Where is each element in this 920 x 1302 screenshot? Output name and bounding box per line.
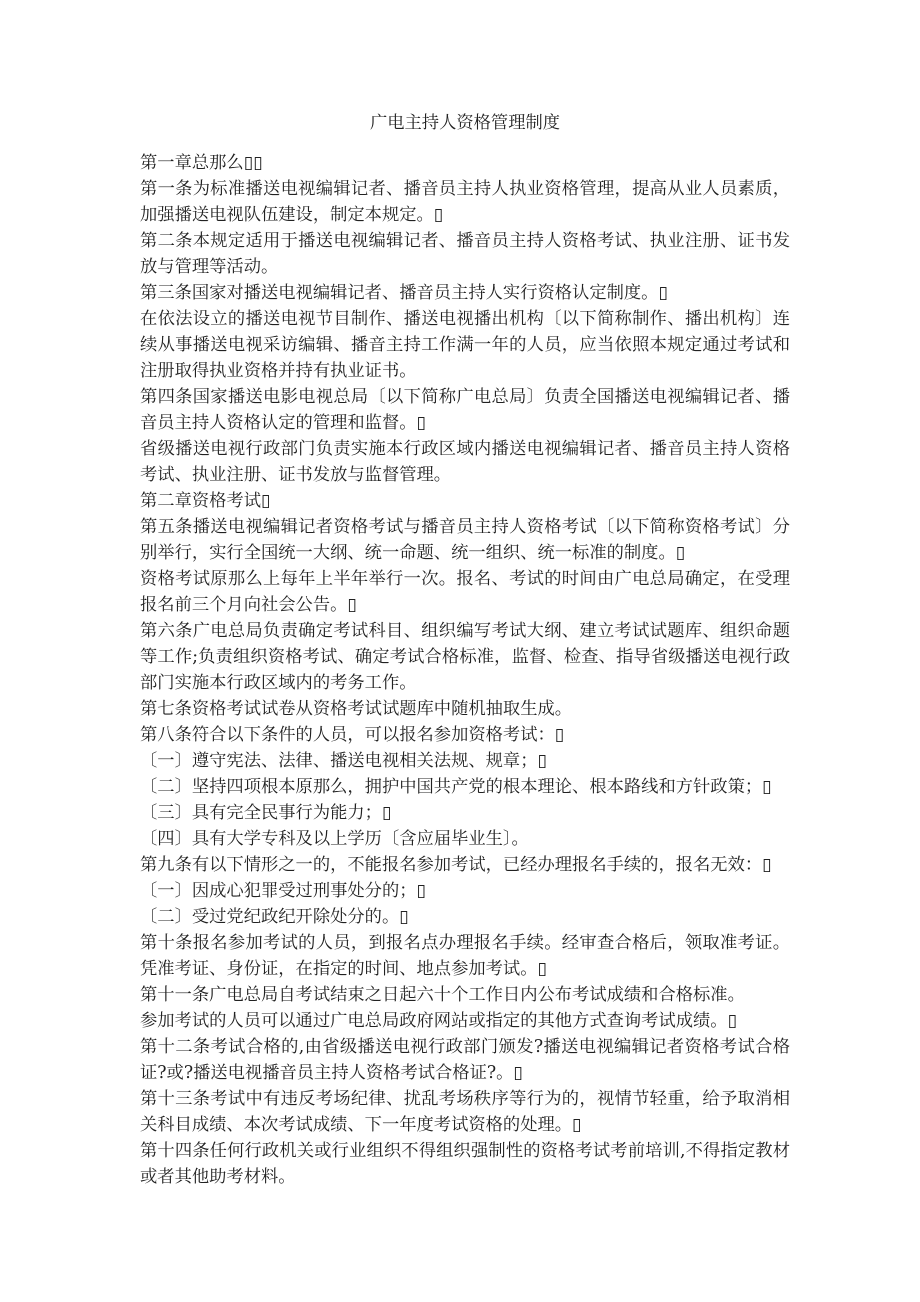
article-11: 第十一条广电总局自考试结束之日起六十个工作日内公布考试成绩和合格标准。 bbox=[140, 985, 745, 1005]
article-8-item-2: 〔二〕坚持四项根本原那么，拥护中国共产党的根本理论、根本路线和方针政策；▯ bbox=[140, 777, 772, 797]
article-4-supplement: 省级播送电视行政部门负责实施本行政区域内播送电视编辑记者、播音员主持人资格考试、执业注册、证书发放与监督管理。 bbox=[140, 439, 790, 485]
article-5-supplement: 资格考试原那么上每年上半年举行一次。报名、考试的时间由广电总局确定，在受理报名前三个月向社会公告。▯ bbox=[140, 569, 790, 615]
article-10: 第十条报名参加考试的人员，到报名点办理报名手续。经审查合格后，领取准考证。凭准考证、身份证，在指定的时间、地点参加考试。▯ bbox=[140, 933, 790, 979]
chapter-1-heading: 第一章总那么▯▯ bbox=[140, 153, 263, 173]
document-title: 广电主持人资格管理制度 bbox=[369, 113, 561, 133]
article-14: 第十四条任何行政机关或行业组织不得组织强制性的资格考试考前培训,不得指定教材或者其他助考材料。 bbox=[140, 1141, 790, 1187]
article-8-item-4: 〔四〕具有大学专科及以上学历〔含应届毕业生〕。 bbox=[140, 829, 529, 849]
article-1: 第一条为标准播送电视编辑记者、播音员主持人执业资格管理，提高从业人员素质，加强播送电视队伍建设，制定本规定。▯ bbox=[140, 179, 790, 225]
article-2: 第二条本规定适用于播送电视编辑记者、播音员主持人资格考试、执业注册、证书发放与管理等活动。 bbox=[140, 231, 790, 277]
article-11-supplement: 参加考试的人员可以通过广电总局政府网站或指定的其他方式查询考试成绩。▯ bbox=[140, 1011, 738, 1031]
article-7: 第七条资格考试试卷从资格考试试题库中随机抽取生成。 bbox=[140, 699, 573, 719]
article-5: 第五条播送电视编辑记者资格考试与播音员主持人资格考试〔以下简称资格考试〕分别举行，实行全国统一大纲、统一命题、统一组织、统一标准的制度。▯ bbox=[140, 517, 790, 563]
article-9-item-2: 〔二〕受过党纪政纪开除处分的。▯ bbox=[140, 907, 409, 927]
article-8: 第八条符合以下条件的人员，可以报名参加资格考试：▯ bbox=[140, 725, 565, 745]
article-13: 第十三条考试中有违反考场纪律、扰乱考场秩序等行为的，视情节轻重，给予取消相关科目成绩、本次考试成绩、下一年度考试资格的处理。▯ bbox=[140, 1089, 790, 1135]
article-4: 第四条国家播送电影电视总局〔以下简称广电总局〕负责全国播送电视编辑记者、播音员主持人资格认定的管理和监督。▯ bbox=[140, 387, 790, 433]
article-8-item-3: 〔三〕具有完全民事行为能力；▯ bbox=[140, 803, 392, 823]
document-page bbox=[140, 0, 790, 1190]
article-3: 第三条国家对播送电视编辑记者、播音员主持人实行资格认定制度。▯ bbox=[140, 283, 668, 303]
article-3-supplement: 在依法设立的播送电视节目制作、播送电视播出机构〔以下简称制作、播出机构〕连续从事播送电视采访编辑、播音主持工作满一年的人员，应当依照本规定通过考试和注册取得执业资格并持有执业证书。 bbox=[140, 309, 790, 381]
article-9-item-1: 〔一〕因成心犯罪受过刑事处分的；▯ bbox=[140, 881, 427, 901]
article-8-item-1: 〔一〕遵守宪法、法律、播送电视相关法规、规章；▯ bbox=[140, 751, 547, 771]
article-12: 第十二条考试合格的,由省级播送电视行政部门颁发?播送电视编辑记者资格考试合格证?或?播送电视播音员主持人资格考试合格证?。▯ bbox=[140, 1037, 790, 1083]
article-6: 第六条广电总局负责确定考试科目、组织编写考试大纲、建立考试试题库、组织命题等工作;负责组织资格考试、确定考试合格标准，监督、检查、指导省级播送电视行政部门实施本行政区域内的考务工作。 bbox=[140, 621, 790, 693]
article-9: 第九条有以下情形之一的，不能报名参加考试，已经办理报名手续的，报名无效：▯ bbox=[140, 855, 772, 875]
chapter-2-heading: 第二章资格考试▯ bbox=[140, 491, 271, 511]
